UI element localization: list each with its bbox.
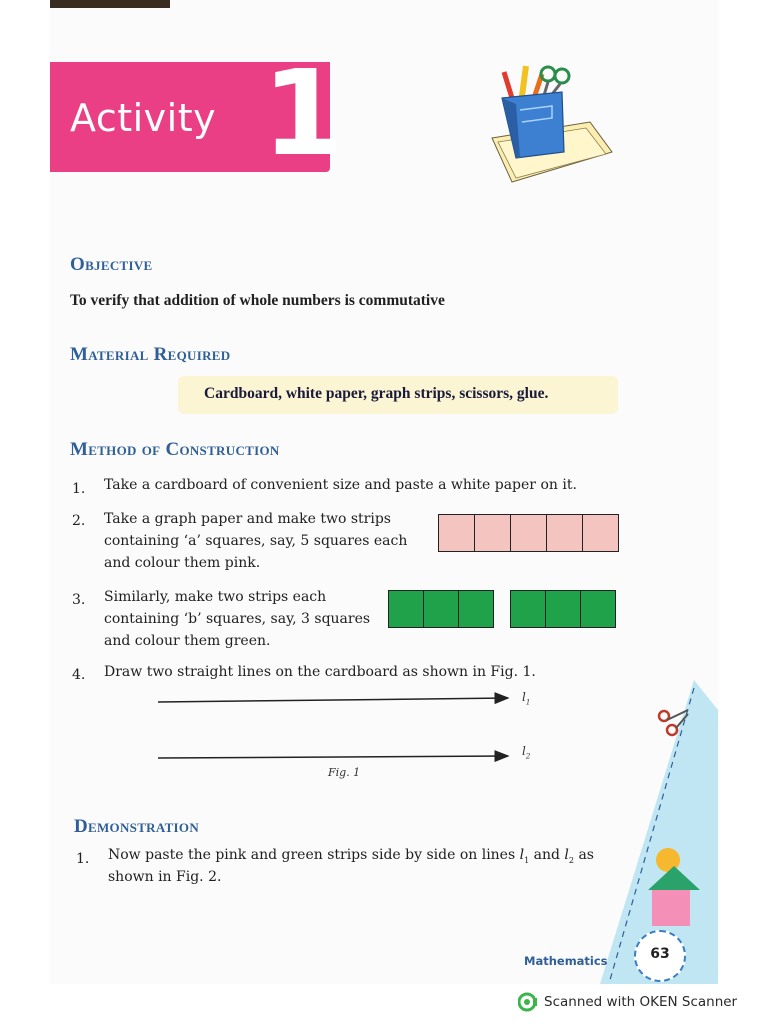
step-number: 4. <box>72 667 86 683</box>
green-square <box>459 591 493 627</box>
line-l1 <box>158 698 508 702</box>
pen-holder-icon <box>482 60 622 190</box>
material-text: Cardboard, white paper, graph strips, scissors, glue. <box>204 385 549 402</box>
green-square <box>389 591 424 627</box>
page-number-badge <box>634 930 686 982</box>
demonstration-text: shown in Fig. 2. <box>108 869 222 885</box>
footer-subject: Mathematics <box>524 954 608 968</box>
objective-text: To verify that addition of whole numbers is commutative <box>70 292 445 309</box>
page-top-edge <box>50 0 170 8</box>
pink-square <box>511 515 547 551</box>
pink-square <box>583 515 618 551</box>
demonstration-text: Now paste the pink and green strips side by side on lines $l_1$ and $l_2$ as <box>108 847 594 865</box>
textbook-page <box>50 0 718 984</box>
fig1-caption: Fig. 1 <box>328 766 361 779</box>
line-l2 <box>158 756 508 758</box>
method-heading: Method of Construction <box>70 439 280 460</box>
step-text: Similarly, make two strips each <box>104 589 327 605</box>
pink-square <box>547 515 583 551</box>
page-number: 63 <box>650 946 670 962</box>
pink-square <box>475 515 511 551</box>
step-text: Take a graph paper and make two strips <box>104 511 391 527</box>
pink-strip <box>438 514 619 552</box>
objective-heading: Objective <box>70 254 153 275</box>
material-heading: Material Required <box>70 344 231 365</box>
step-text: containing ‘a’ squares, say, 5 squares each <box>104 533 408 549</box>
fig1-lines <box>156 690 516 770</box>
scanner-watermark <box>518 992 737 1012</box>
step-number: 3. <box>72 592 86 608</box>
step-text: containing ‘b’ squares, say, 3 squares <box>104 611 371 627</box>
green-strip <box>388 590 494 628</box>
demonstration-heading: Demonstration <box>74 816 200 837</box>
step-text: Take a cardboard of convenient size and paste a white paper on it. <box>104 477 577 493</box>
step-number: 1. <box>72 481 86 497</box>
activity-number: 1 <box>262 44 345 182</box>
pink-square <box>439 515 475 551</box>
activity-label: Activity <box>70 96 217 140</box>
line-l2-label: $l_2$ <box>522 744 531 761</box>
scanner-logo-icon <box>518 992 538 1012</box>
step-text: Draw two straight lines on the cardboard as shown in Fig. 1. <box>104 664 536 680</box>
step-text: and colour them pink. <box>104 555 261 571</box>
step-number: 2. <box>72 513 86 529</box>
activity-banner <box>50 44 345 182</box>
line-l1-label: $l_1$ <box>522 690 531 707</box>
step-text: and colour them green. <box>104 633 271 649</box>
material-box <box>178 376 618 414</box>
step-number: 1. <box>76 851 90 867</box>
green-square <box>581 591 615 627</box>
green-strip <box>510 590 616 628</box>
scanner-text: Scanned with OKEN Scanner <box>544 994 738 1010</box>
green-square <box>511 591 546 627</box>
green-square <box>546 591 581 627</box>
green-square <box>424 591 459 627</box>
